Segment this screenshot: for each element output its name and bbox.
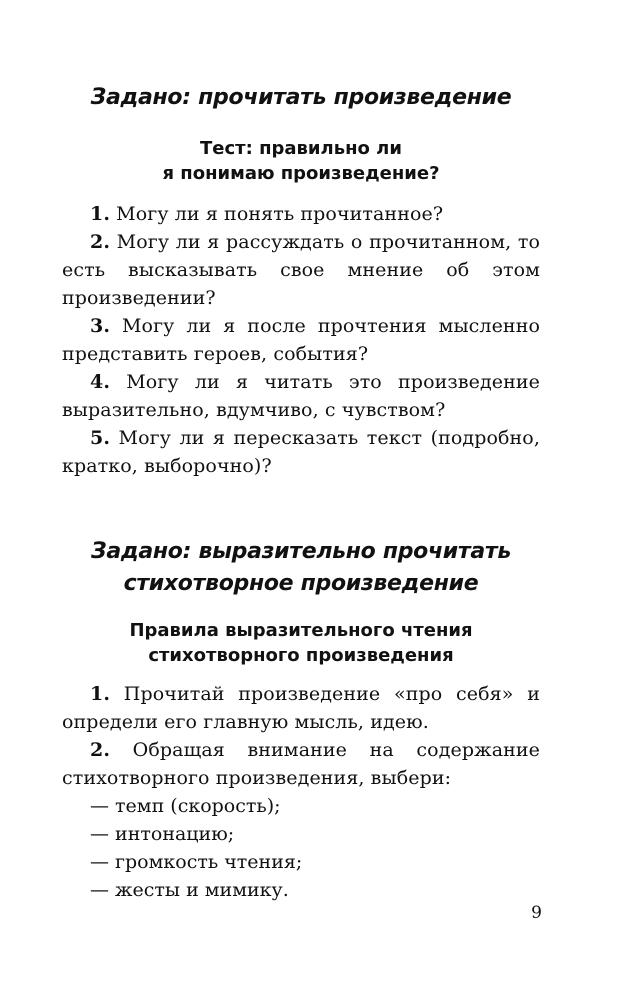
list-item (62, 368, 540, 424)
section1-list (62, 200, 540, 480)
dash-item: — жесты и мимику. (90, 879, 289, 901)
item-text: Могу ли я рассуждать о прочитанном, то есть высказывать свое мнение об этом произведении? (62, 231, 540, 309)
list-item (62, 200, 540, 228)
list-item (62, 736, 540, 792)
section2-subheading (62, 618, 540, 668)
item-text: Могу ли я после прочтения мысленно представить героев, события? (62, 315, 540, 365)
section2-heading-line1: Задано: выразительно прочитать (91, 539, 511, 564)
book-page (62, 0, 540, 1000)
item-text: Могу ли я понять прочитанное? (110, 203, 444, 225)
section2-list (62, 680, 540, 904)
item-number: 3. (90, 315, 111, 337)
section1-subheading (62, 136, 540, 186)
item-number: 4. (90, 371, 111, 393)
dash-item: — интонацию; (90, 823, 235, 845)
section1-heading: Задано: прочитать произведение (90, 85, 512, 110)
item-number: 2. (90, 739, 111, 761)
item-text: Обращая внимание на содержание стихотворного произведения, выбери: (62, 739, 540, 789)
item-text: Могу ли я пересказать текст (подробно, кратко, выборочно)? (62, 427, 540, 477)
section2-subheading-line2: стихотворного произведения (148, 645, 454, 666)
list-item (62, 424, 540, 480)
item-number: 1. (90, 203, 111, 225)
section1-subheading-line1: Тест: правильно ли (200, 138, 402, 159)
item-number: 2. (90, 231, 111, 253)
list-item (62, 312, 540, 368)
item-number: 5. (90, 427, 111, 449)
item-text: Могу ли я читать это произведение выразительно, вдумчиво, с чувством? (62, 371, 540, 421)
item-text: Прочитай произведение «про себя» и определи его главную мысль, идею. (62, 683, 540, 733)
page-number: 9 (531, 903, 542, 923)
section2-subheading-line1: Правила выразительного чтения (129, 620, 473, 641)
section2-heading-line2: стихотворное произведение (123, 571, 479, 596)
section1-subheading-line2: я понимаю произведение? (162, 163, 440, 184)
list-item (62, 228, 540, 312)
item-number: 1. (90, 683, 111, 705)
dash-item: — громкость чтения; (90, 851, 303, 873)
dash-item: — темп (скорость); (90, 795, 281, 817)
list-item (62, 680, 540, 736)
section2-heading (62, 536, 540, 600)
